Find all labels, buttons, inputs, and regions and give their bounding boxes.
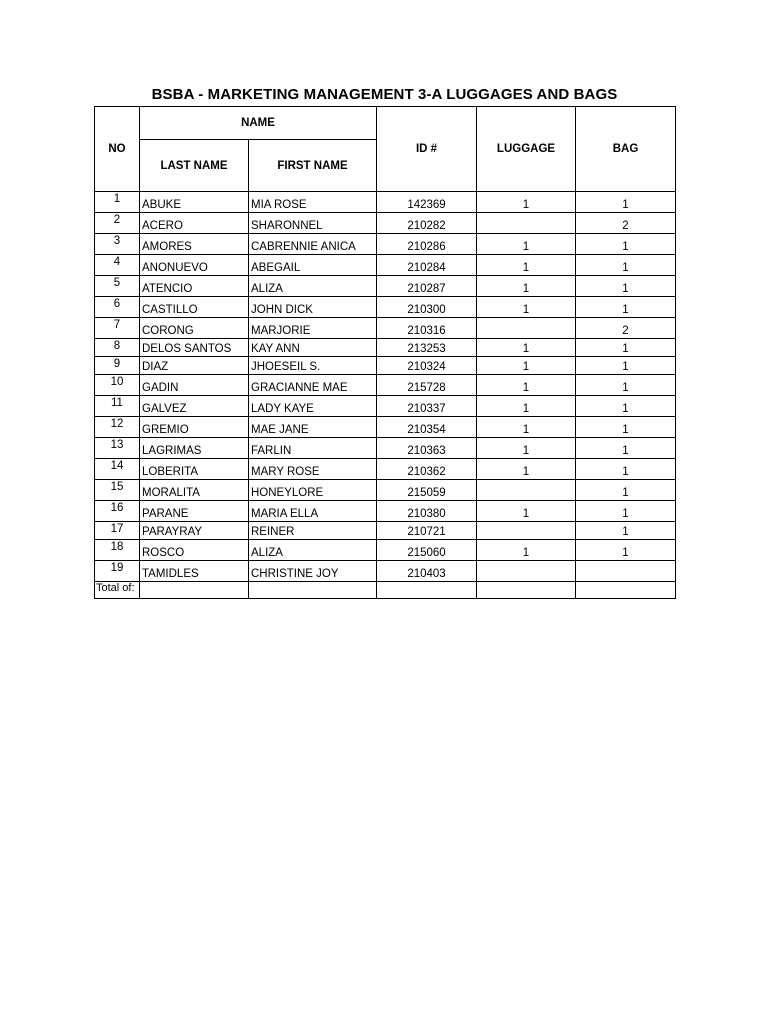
luggage-cell bbox=[477, 501, 576, 522]
table-row bbox=[95, 417, 676, 438]
luggage-cell-text: 1 bbox=[522, 445, 530, 457]
luggage-cell-text: 1 bbox=[522, 424, 530, 436]
first-name-cell bbox=[249, 276, 377, 297]
luggage-cell-text: 1 bbox=[522, 343, 530, 355]
header-no: NO bbox=[95, 107, 140, 192]
row-number bbox=[95, 255, 140, 276]
luggage-cell-text: 1 bbox=[522, 403, 530, 415]
row-number-text: 12 bbox=[110, 418, 124, 430]
row-number bbox=[95, 276, 140, 297]
id-cell-text: 210721 bbox=[407, 526, 446, 538]
header-luggage: LUGGAGE bbox=[477, 107, 576, 192]
id-cell-text: 215728 bbox=[407, 382, 446, 394]
last-name-cell bbox=[140, 192, 249, 213]
luggage-cell-text: 1 bbox=[522, 241, 530, 253]
luggage-cell bbox=[477, 417, 576, 438]
header-first-name: FIRST NAME bbox=[249, 140, 377, 192]
bag-cell bbox=[576, 417, 676, 438]
id-cell bbox=[377, 318, 477, 339]
id-cell bbox=[377, 480, 477, 501]
bag-cell-text: 1 bbox=[622, 487, 629, 499]
last-name-cell-text: PARANE bbox=[142, 508, 189, 520]
row-number-text: 18 bbox=[110, 541, 124, 553]
first-name-cell bbox=[249, 297, 377, 318]
last-name-cell bbox=[140, 522, 249, 540]
bag-cell-text: 1 bbox=[622, 424, 629, 436]
row-number bbox=[95, 459, 140, 480]
id-cell-text: 210324 bbox=[407, 361, 446, 373]
first-name-cell bbox=[249, 438, 377, 459]
id-cell-text: 142369 bbox=[407, 199, 446, 211]
bag-cell-text: 1 bbox=[622, 199, 629, 211]
bag-cell-text: 1 bbox=[622, 547, 629, 559]
bag-cell bbox=[576, 255, 676, 276]
last-name-cell-text: GADIN bbox=[142, 382, 179, 394]
table-row bbox=[95, 213, 676, 234]
id-cell bbox=[377, 438, 477, 459]
bag-cell-text: 1 bbox=[622, 304, 629, 316]
first-name-cell-text: CABRENNIE ANICA bbox=[251, 241, 356, 253]
last-name-cell bbox=[140, 396, 249, 417]
first-name-cell bbox=[249, 339, 377, 357]
document-title: BSBA - MARKETING MANAGEMENT 3-A LUGGAGES AND BAGS bbox=[151, 86, 618, 103]
id-cell-text: 213253 bbox=[407, 343, 446, 355]
row-number-text: 8 bbox=[113, 340, 121, 352]
table-row bbox=[95, 192, 676, 213]
row-number-text: 10 bbox=[110, 376, 124, 388]
last-name-cell bbox=[140, 540, 249, 561]
first-name-cell bbox=[249, 357, 377, 375]
luggage-cell bbox=[477, 375, 576, 396]
table-row bbox=[95, 480, 676, 501]
first-name-cell bbox=[249, 396, 377, 417]
luggage-cell bbox=[477, 396, 576, 417]
last-name-cell bbox=[140, 375, 249, 396]
last-name-cell-text: ANONUEVO bbox=[142, 262, 208, 274]
last-name-cell bbox=[140, 459, 249, 480]
id-cell bbox=[377, 396, 477, 417]
id-cell bbox=[377, 276, 477, 297]
first-name-cell-text: JOHN DICK bbox=[251, 304, 313, 316]
header-last-name: LAST NAME bbox=[140, 140, 249, 192]
row-number-text: 4 bbox=[113, 256, 121, 268]
first-name-cell bbox=[249, 417, 377, 438]
row-number bbox=[95, 192, 140, 213]
row-number bbox=[95, 339, 140, 357]
luggage-cell-text: 1 bbox=[522, 283, 530, 295]
first-name-cell-text: ALIZA bbox=[251, 547, 283, 559]
bag-cell bbox=[576, 459, 676, 480]
last-name-cell bbox=[140, 480, 249, 501]
bag-cell bbox=[576, 438, 676, 459]
bag-cell-text: 1 bbox=[622, 526, 629, 538]
last-name-cell-text: DIAZ bbox=[142, 361, 169, 373]
table-row bbox=[95, 501, 676, 522]
row-number bbox=[95, 357, 140, 375]
table-row bbox=[95, 234, 676, 255]
luggage-cell bbox=[477, 255, 576, 276]
bag-cell-text: 1 bbox=[622, 508, 629, 520]
bag-cell-text: 1 bbox=[622, 445, 629, 457]
id-cell bbox=[377, 213, 477, 234]
luggage-cell bbox=[477, 561, 576, 582]
id-cell bbox=[377, 375, 477, 396]
row-number-text: 3 bbox=[113, 235, 121, 247]
first-name-cell bbox=[249, 480, 377, 501]
total-cell bbox=[576, 582, 676, 599]
row-number bbox=[95, 540, 140, 561]
luggage-cell bbox=[477, 234, 576, 255]
table-row bbox=[95, 339, 676, 357]
row-number bbox=[95, 396, 140, 417]
header-bag: BAG bbox=[576, 107, 676, 192]
id-cell bbox=[377, 561, 477, 582]
bag-cell-text: 1 bbox=[622, 241, 629, 253]
last-name-cell bbox=[140, 297, 249, 318]
first-name-cell-text: GRACIANNE MAE bbox=[251, 382, 348, 394]
luggage-cell-text: 1 bbox=[522, 361, 530, 373]
last-name-cell-text: ATENCIO bbox=[142, 283, 193, 295]
luggage-cell bbox=[477, 213, 576, 234]
bag-cell-text: 2 bbox=[622, 220, 629, 232]
last-name-cell bbox=[140, 501, 249, 522]
table-row bbox=[95, 318, 676, 339]
bag-cell bbox=[576, 540, 676, 561]
last-name-cell-text: LAGRIMAS bbox=[142, 445, 202, 457]
luggage-cell bbox=[477, 540, 576, 561]
first-name-cell-text: MARY ROSE bbox=[251, 466, 320, 478]
row-number-text: 19 bbox=[110, 562, 124, 574]
id-cell-text: 210300 bbox=[407, 304, 446, 316]
table-row bbox=[95, 276, 676, 297]
luggage-cell-text: 1 bbox=[522, 508, 530, 520]
row-number-text: 5 bbox=[113, 277, 121, 289]
last-name-cell bbox=[140, 417, 249, 438]
first-name-cell bbox=[249, 192, 377, 213]
row-number-text: 14 bbox=[110, 460, 124, 472]
bag-cell-text: 1 bbox=[622, 361, 629, 373]
last-name-cell bbox=[140, 255, 249, 276]
table-body bbox=[95, 192, 676, 599]
bag-cell-text: 1 bbox=[622, 283, 629, 295]
first-name-cell-text: ABEGAIL bbox=[251, 262, 301, 274]
luggage-cell bbox=[477, 192, 576, 213]
bag-cell bbox=[576, 276, 676, 297]
table-row bbox=[95, 396, 676, 417]
id-cell bbox=[377, 297, 477, 318]
bag-cell bbox=[576, 318, 676, 339]
row-number-text: 15 bbox=[110, 481, 124, 493]
id-cell-text: 210316 bbox=[407, 325, 446, 337]
bag-cell-text: 1 bbox=[622, 343, 629, 355]
bag-cell bbox=[576, 234, 676, 255]
id-cell-text: 210282 bbox=[407, 220, 446, 232]
luggage-cell-text: 1 bbox=[522, 382, 530, 394]
header-name: NAME bbox=[140, 107, 377, 140]
bag-cell bbox=[576, 522, 676, 540]
row-number-text: 2 bbox=[113, 214, 121, 226]
row-number bbox=[95, 501, 140, 522]
table-row bbox=[95, 255, 676, 276]
total-label: Total of: bbox=[95, 582, 140, 599]
luggage-cell bbox=[477, 438, 576, 459]
first-name-cell bbox=[249, 540, 377, 561]
total-row bbox=[95, 582, 676, 599]
luggage-cell bbox=[477, 318, 576, 339]
row-number-text: 7 bbox=[113, 319, 121, 331]
last-name-cell bbox=[140, 357, 249, 375]
id-cell bbox=[377, 540, 477, 561]
last-name-cell bbox=[140, 318, 249, 339]
last-name-cell bbox=[140, 213, 249, 234]
bag-cell bbox=[576, 480, 676, 501]
first-name-cell bbox=[249, 213, 377, 234]
id-cell bbox=[377, 255, 477, 276]
row-number-text: 16 bbox=[110, 502, 124, 514]
first-name-cell bbox=[249, 459, 377, 480]
last-name-cell bbox=[140, 438, 249, 459]
table-row bbox=[95, 357, 676, 375]
table-row bbox=[95, 438, 676, 459]
row-number bbox=[95, 417, 140, 438]
luggage-cell-text: 1 bbox=[522, 547, 530, 559]
last-name-cell-text: DELOS SANTOS bbox=[142, 343, 232, 355]
total-cell bbox=[477, 582, 576, 599]
header-id: ID # bbox=[377, 107, 477, 192]
row-number bbox=[95, 318, 140, 339]
table-row bbox=[95, 297, 676, 318]
first-name-cell-text: ALIZA bbox=[251, 283, 283, 295]
bag-cell bbox=[576, 357, 676, 375]
row-number bbox=[95, 297, 140, 318]
id-cell bbox=[377, 192, 477, 213]
first-name-cell bbox=[249, 375, 377, 396]
row-number bbox=[95, 234, 140, 255]
total-cell bbox=[249, 582, 377, 599]
last-name-cell bbox=[140, 339, 249, 357]
row-number-text: 9 bbox=[113, 358, 121, 370]
id-cell bbox=[377, 417, 477, 438]
luggage-cell-text: 1 bbox=[522, 304, 530, 316]
last-name-cell-text: ABUKE bbox=[142, 199, 181, 211]
row-number bbox=[95, 480, 140, 501]
id-cell-text: 210337 bbox=[407, 403, 446, 415]
first-name-cell bbox=[249, 234, 377, 255]
bag-cell-text: 2 bbox=[622, 325, 629, 337]
bag-cell-text: 1 bbox=[622, 466, 629, 478]
bag-cell bbox=[576, 192, 676, 213]
row-number-text: 17 bbox=[110, 523, 124, 535]
last-name-cell-text: CASTILLO bbox=[142, 304, 198, 316]
bag-cell-text: 1 bbox=[622, 382, 629, 394]
luggage-cell bbox=[477, 276, 576, 297]
id-cell bbox=[377, 234, 477, 255]
last-name-cell bbox=[140, 234, 249, 255]
last-name-cell-text: AMORES bbox=[142, 241, 192, 253]
last-name-cell bbox=[140, 561, 249, 582]
first-name-cell bbox=[249, 318, 377, 339]
bag-cell bbox=[576, 396, 676, 417]
row-number-text: 13 bbox=[110, 439, 124, 451]
luggage-bag-table bbox=[94, 106, 676, 599]
row-number bbox=[95, 438, 140, 459]
id-cell bbox=[377, 357, 477, 375]
first-name-cell-text: MARJORIE bbox=[251, 325, 311, 337]
bag-cell bbox=[576, 561, 676, 582]
last-name-cell-text: LOBERITA bbox=[142, 466, 199, 478]
id-cell-text: 210286 bbox=[407, 241, 446, 253]
total-cell bbox=[377, 582, 477, 599]
first-name-cell-text: KAY ANN bbox=[251, 343, 300, 355]
total-cell bbox=[140, 582, 249, 599]
last-name-cell bbox=[140, 276, 249, 297]
first-name-cell bbox=[249, 522, 377, 540]
row-number-text: 11 bbox=[111, 397, 123, 409]
id-cell-text: 210354 bbox=[407, 424, 446, 436]
luggage-cell-text: 1 bbox=[522, 199, 530, 211]
first-name-cell-text: MARIA ELLA bbox=[251, 508, 319, 520]
row-number-text: 1 bbox=[113, 193, 121, 205]
row-number bbox=[95, 213, 140, 234]
first-name-cell-text: SHARONNEL bbox=[251, 220, 323, 232]
last-name-cell-text: PARAYRAY bbox=[142, 526, 203, 538]
id-cell-text: 210287 bbox=[407, 283, 446, 295]
row-number bbox=[95, 561, 140, 582]
table-row bbox=[95, 459, 676, 480]
table-row bbox=[95, 540, 676, 561]
bag-cell bbox=[576, 375, 676, 396]
first-name-cell-text: FARLIN bbox=[251, 445, 292, 457]
id-cell-text: 210403 bbox=[407, 568, 446, 580]
luggage-cell bbox=[477, 297, 576, 318]
id-cell-text: 215059 bbox=[407, 487, 446, 499]
last-name-cell-text: MORALITA bbox=[142, 487, 200, 499]
luggage-cell bbox=[477, 357, 576, 375]
first-name-cell-text: CHRISTINE JOY bbox=[251, 568, 339, 580]
luggage-cell bbox=[477, 522, 576, 540]
last-name-cell-text: CORONG bbox=[142, 325, 194, 337]
row-number bbox=[95, 375, 140, 396]
bag-cell bbox=[576, 339, 676, 357]
id-cell-text: 215060 bbox=[407, 547, 446, 559]
row-number bbox=[95, 522, 140, 540]
bag-cell bbox=[576, 297, 676, 318]
id-cell-text: 210363 bbox=[407, 445, 446, 457]
first-name-cell-text: MIA ROSE bbox=[251, 199, 307, 211]
id-cell-text: 210380 bbox=[407, 508, 446, 520]
first-name-cell-text: JHOESEIL S. bbox=[251, 361, 321, 373]
last-name-cell-text: GREMIO bbox=[142, 424, 189, 436]
luggage-cell-text: 1 bbox=[522, 262, 530, 274]
first-name-cell bbox=[249, 255, 377, 276]
luggage-cell bbox=[477, 459, 576, 480]
bag-cell bbox=[576, 213, 676, 234]
id-cell-text: 210284 bbox=[407, 262, 446, 274]
id-cell bbox=[377, 501, 477, 522]
bag-cell bbox=[576, 501, 676, 522]
id-cell bbox=[377, 459, 477, 480]
last-name-cell-text: TAMIDLES bbox=[142, 568, 199, 580]
id-cell bbox=[377, 522, 477, 540]
table-row bbox=[95, 522, 676, 540]
first-name-cell-text: REINER bbox=[251, 526, 295, 538]
luggage-cell-text: 1 bbox=[522, 466, 530, 478]
last-name-cell-text: GALVEZ bbox=[142, 403, 187, 415]
luggage-cell bbox=[477, 339, 576, 357]
bag-cell-text: 1 bbox=[622, 262, 629, 274]
first-name-cell-text: LADY KAYE bbox=[251, 403, 314, 415]
first-name-cell bbox=[249, 561, 377, 582]
first-name-cell-text: MAE JANE bbox=[251, 424, 309, 436]
id-cell-text: 210362 bbox=[407, 466, 446, 478]
last-name-cell-text: ACERO bbox=[142, 220, 183, 232]
last-name-cell-text: ROSCO bbox=[142, 547, 185, 559]
first-name-cell-text: HONEYLORE bbox=[251, 487, 324, 499]
table-row bbox=[95, 561, 676, 582]
first-name-cell bbox=[249, 501, 377, 522]
bag-cell-text: 1 bbox=[622, 403, 629, 415]
table-row bbox=[95, 375, 676, 396]
luggage-cell bbox=[477, 480, 576, 501]
row-number-text: 6 bbox=[113, 298, 121, 310]
id-cell bbox=[377, 339, 477, 357]
